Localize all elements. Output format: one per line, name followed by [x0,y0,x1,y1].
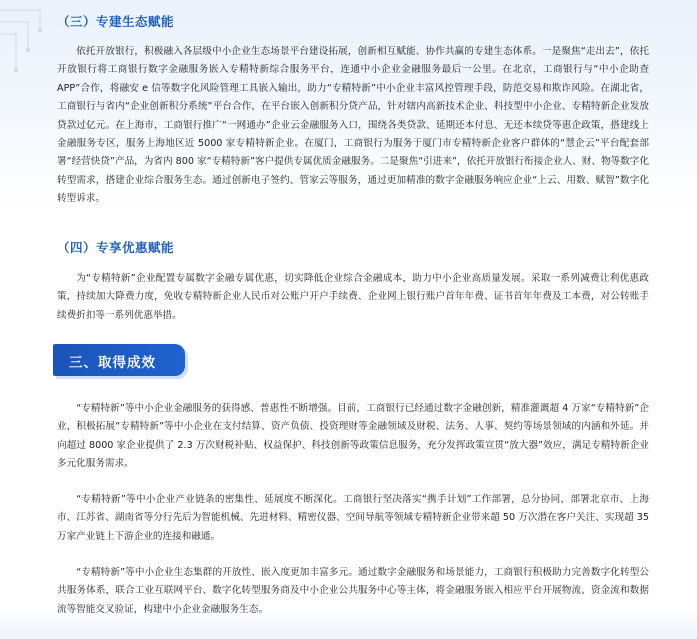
subsection-paragraph-preferential: 为“专精特新”企业配置专属数字金融专属优惠，切实降低企业综合金融成本，助力中小企业高质量发展。采取一系列减费让利优惠政策，持续加大降费力度，免收专精特新企业人民币对公账户开户手续费、企业网上银行账户首年年费、证书首年年费及工本费，对公转账手续费折扣等一系列优惠举措。 [57,273,649,321]
corner-decoration [0,0,60,80]
section-title: 三、取得成效 [69,355,156,371]
subsection-heading-preferential: （四）专享优惠赋能 [57,240,175,255]
section-paragraph-2: “专精特新”等中小企业产业链条的密集性、延展度不断深化。工商银行坚决落实“携手计划”工作部署，总分协同，部署北京市、上海市、江苏省、湖南省等分行先后为智能机械、先进材料、精密仪器、空间导航等领域专精特新企业带来超 50 万次潜在客户关注、实现超 35 万家产业链上下游企业的连接和融通。 [57,494,649,542]
subsection-heading-ecosystem: （三）专建生态赋能 [57,14,175,29]
section-paragraph-3: “专精特新”等中小企业生态集群的开放性、嵌入度更加丰富多元。通过数字金融服务和场景能力，工商银行积极助力完善数字化转型公共服务体系，联合工业互联网平台、数字化转型服务商及中小企业公共服务中心等主体，将金融服务嵌入相应平台开展物流、资金流和数据流等智能交叉验证，构建中小企业金融服务生态。 [57,567,649,615]
section-paragraph-1: “专精特新”等中小企业金融服务的获得感、普惠性不断增强。目前，工商银行已经通过数字金融创新，精准灌溉超 4 万家“专精特新”企业，积极拓展“专精特新”等中小企业在支付结算、资产负债、投资理财等金融领域及财税、法务、人事、契约等场景领域的内涵和外延。并向超过 8000 家企业提供了 2.3 万次财税补贴、权益保护、科技创新等政策信息服务，充分发挥政策宣贯“放大器”效应，满足专精特新企业多元化服务需求。 [57,403,649,470]
subsection-paragraph-ecosystem: 依托开放银行，积极融入各层级中小企业生态场景平台建设拓展，创新相互赋能、协作共赢的专建生态体系。一是聚焦“走出去”，依托开放银行将工商银行数字金融服务嵌入专精特新综合服务平台，连通中小企业金融服务最后一公里。在北京，工商银行与“中小企助查 APP”合作，将融安 e 信等数字化风险管理工具嵌入输出，助力“专精特新”中小企业丰富风控管理手段，防范交易和欺诈风险。在湖北省，工商银行与省内“企业创新积分系统”平台合作，在平台嵌入创新积分贷产品，针对辖内高新技术企业、科技型中小企业、专精特新企业发放贷款过亿元。在上海市，工商银行推广“一网通办”企业云金融服务入口，围绕各类贷款、延期还本付息、无还本续贷等惠企政策，搭建线上金融服务专区，服务上海地区近 5000 家专精特新企业。在厦门，工商银行为服务于厦门市专精特新企业客户群体的“慧企云”平台配套部署“经营快贷”产品，为省内 800 家“专精特新”客户提供专属优质金融服务。二是聚焦“引进来”，依托开放银行衔接企业人、财、物等数字化转型需求，搭建企业综合服务生态。通过创新电子签约、管家云等服务，通过更加精准的数字金融服务响应企业“上云、用数、赋智”数字化转型诉求。 [57,46,649,205]
section-banner [53,344,185,376]
